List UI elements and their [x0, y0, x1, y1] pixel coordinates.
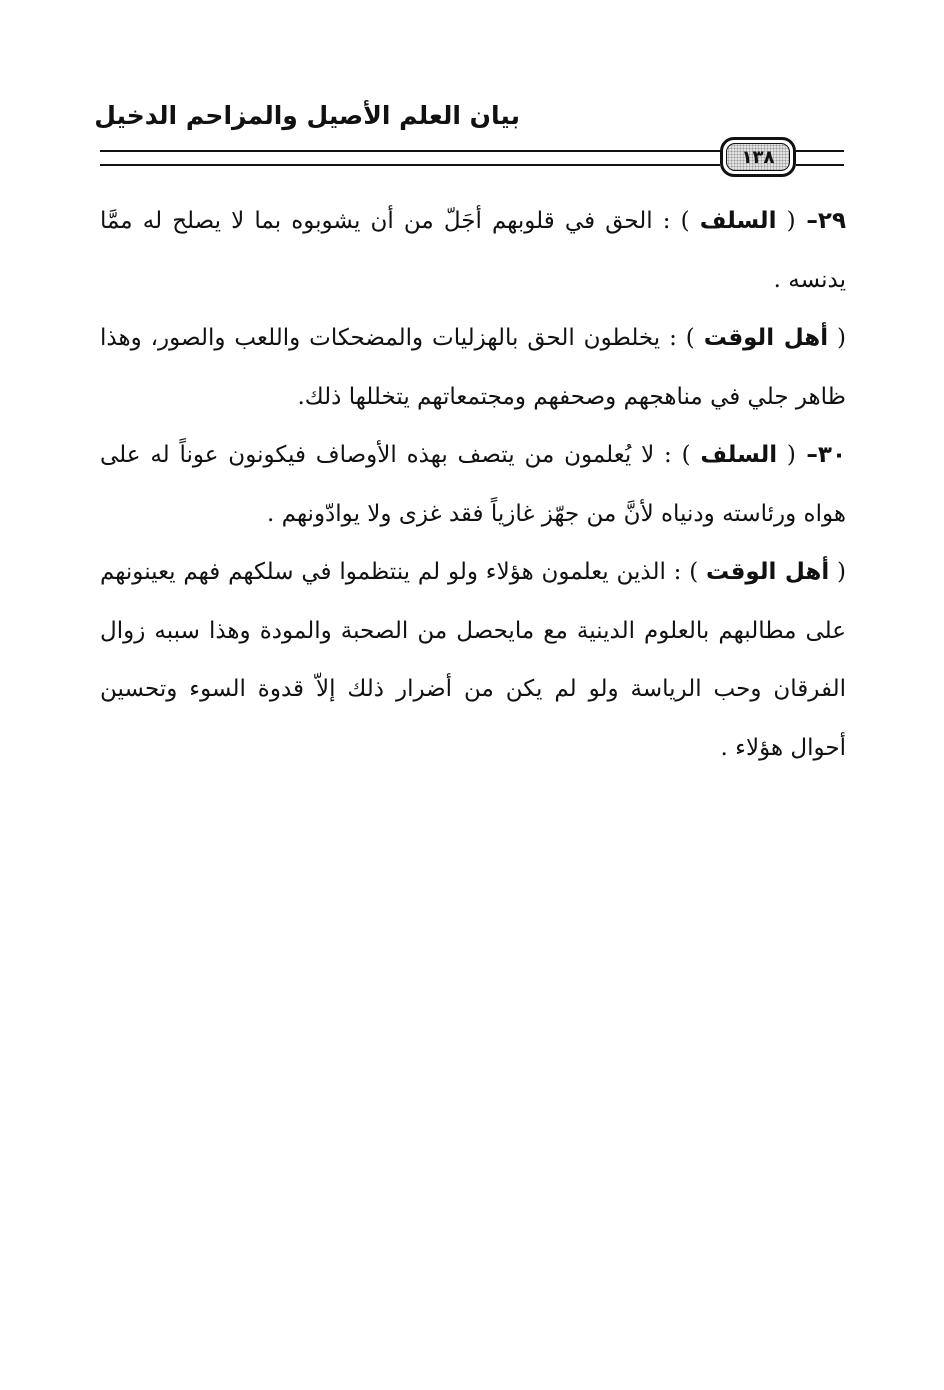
header-rule-upper-right	[796, 150, 844, 152]
page-number: ١٣٨	[726, 143, 790, 171]
running-header-title: بيان العلم الأصيل والمزاحم الدخيل	[94, 101, 520, 130]
paragraph-30-ahl-alwaqt: ( أهل الوقت ) : الذين يعلمون هؤلاء ولو لم ينتظموا في سلكهم فهم يعينونهم على مطالبهم بالعلوم الدينية مع مايحصل من الصحبة والمودة وهذا سببه زوال الفرقان وحب الرياسة ولو لم يكن من أضرار ذلك إلاّ قدوة السوء وتحسين أحوال هؤلاء .	[100, 559, 846, 761]
header-rule-lower	[100, 164, 720, 166]
paragraph-label: السلف	[699, 208, 777, 234]
item-number: ٢٩	[817, 208, 846, 234]
header-rule-upper	[100, 150, 720, 152]
paragraph-29-ahl-alwaqt: ( أهل الوقت ) : يخلطون الحق بالهزليات والمضحكات واللعب والصور، وهذا ظاهر جلي في مناهجهم وصحفهم ومجتمعاتهم يتخللها ذلك.	[100, 325, 846, 410]
paragraph-text: : يخلطون الحق بالهزليات والمضحكات واللعب والصور، وهذا ظاهر جلي في مناهجهم وصحفهم ومجتمعاتهم يتخللها ذلك.	[100, 325, 846, 410]
paragraph-29-salaf: ٢٩– ( السلف ) : الحق في قلوبهم أجَلّ من أن يشوبوه بما لا يصلح له ممَّا يدنسه .	[100, 208, 846, 293]
paragraph-label: السلف	[700, 442, 778, 468]
paragraph-label: أهل الوقت	[706, 559, 830, 585]
paragraph-text: : لا يُعلمون من يتصف بهذه الأوصاف فيكونون عوناً له على هواه ورئاسته ودنياه لأنَّ من جهّز غازياً فقد غزى ولا يوادّونهم .	[100, 442, 846, 527]
page-body	[100, 192, 846, 777]
header-rule-lower-right	[796, 164, 844, 166]
item-number: ٣٠	[817, 442, 846, 468]
item-dash: –	[795, 208, 818, 234]
item-dash: –	[795, 442, 818, 468]
paragraph-text: : الحق في قلوبهم أجَلّ من أن يشوبوه بما لا يصلح له ممَّا يدنسه .	[100, 208, 846, 293]
paragraph-label: أهل الوقت	[703, 325, 829, 351]
page-number-badge	[720, 137, 796, 177]
paragraph-30-salaf: ٣٠– ( السلف ) : لا يُعلمون من يتصف بهذه الأوصاف فيكونون عوناً له على هواه ورئاسته ودنياه لأنَّ من جهّز غازياً فقد غزى ولا يوادّونهم .	[100, 442, 846, 527]
paragraph-text: : الذين يعلمون هؤلاء ولو لم ينتظموا في سلكهم فهم يعينونهم على مطالبهم بالعلوم الدينية مع مايحصل من الصحبة والمودة وهذا سببه زوال الفرقان وحب الرياسة ولو لم يكن من أضرار ذلك إلاّ قدوة السوء وتحسين أحوال هؤلاء .	[100, 559, 846, 761]
